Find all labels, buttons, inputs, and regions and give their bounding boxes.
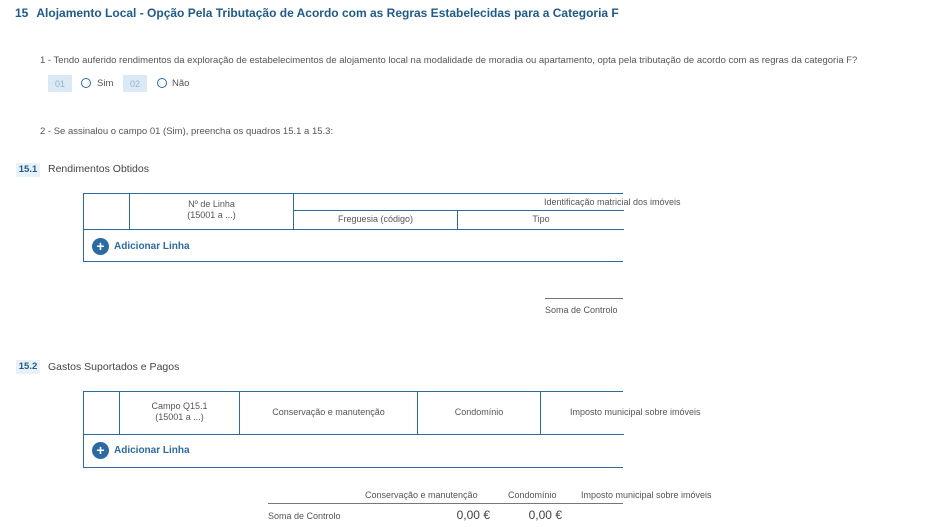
subsection-title-15-2: Gastos Suportados e Pagos (48, 361, 180, 373)
header-campo-range: (15001 a ...) (155, 412, 204, 422)
subsection-title-15-1: Rendimentos Obtidos (48, 163, 149, 175)
add-line-label: Adicionar Linha (114, 241, 190, 252)
add-line-button-15-2[interactable] (92, 442, 190, 459)
radio-nao[interactable] (157, 78, 167, 88)
header-campo (120, 401, 239, 423)
radio-nao-label: Não (172, 78, 190, 89)
sum-control-label-15-2: Soma de Controlo (268, 511, 341, 521)
field-01: 01 (48, 75, 72, 92)
header-line-number (130, 199, 293, 221)
plus-icon: + (92, 442, 109, 459)
header-campo-label: Campo Q15.1 (151, 401, 208, 411)
section-title (15, 6, 619, 20)
col-divider (540, 392, 541, 434)
header-identificacao: Identificação matricial dos imóveis (544, 197, 681, 207)
header-bottom-line (84, 434, 624, 435)
plus-icon: + (92, 238, 109, 255)
header-conservacao: Conservação e manutenção (272, 407, 385, 417)
radio-sim-label: Sim (97, 78, 114, 89)
table-15-1 (83, 193, 681, 262)
sum-header-condominio: Condomínio (508, 490, 557, 500)
radio-sim[interactable] (81, 78, 91, 88)
section-number: 15 (15, 6, 29, 20)
sum-header-conservacao: Conservação e manutenção (365, 490, 478, 500)
add-line-label: Adicionar Linha (114, 445, 190, 456)
header-condominio: Condomínio (454, 407, 504, 417)
sum-control-label-15-1: Soma de Controlo (545, 305, 618, 315)
sum-condominio-value: 0,00 € (528, 508, 562, 522)
header-divider (293, 210, 624, 211)
subsection-number-15-1: 15.1 (16, 163, 40, 177)
header-imposto: Imposto municipal sobre imóveis (570, 407, 701, 417)
sum-header-imposto: Imposto municipal sobre imóveis (581, 490, 712, 500)
table-15-2 (83, 391, 701, 468)
field-02: 02 (123, 75, 147, 92)
header-tipo: Tipo (532, 214, 550, 224)
sum-conservacao-value: 0,00 € (456, 508, 490, 522)
header-freguesia: Freguesia (código) (337, 214, 414, 224)
sum-separator-15-1 (545, 298, 623, 299)
section-title-text: Alojamento Local - Opção Pela Tributação de Acordo com as Regras Estabelecidas para a Categoria F (36, 6, 619, 20)
header-line-number-range: (15001 a ...) (187, 210, 236, 220)
header-line-number-label: Nº de Linha (188, 199, 235, 209)
add-line-button-15-1[interactable] (92, 238, 190, 255)
question-1-text: 1 - Tendo auferido rendimentos da exploração de estabelecimentos de alojamento local na modalidade de moradia ou apartamento, opta pela tributação de acordo com as regras da categoria F? (40, 55, 858, 66)
subsection-number-15-2: 15.2 (16, 360, 40, 374)
sum-separator-15-2 (268, 503, 623, 504)
header-bottom-line (84, 229, 624, 230)
question-2-text: 2 - Se assinalou o campo 01 (Sim), preencha os quadros 15.1 a 15.3: (40, 126, 334, 137)
